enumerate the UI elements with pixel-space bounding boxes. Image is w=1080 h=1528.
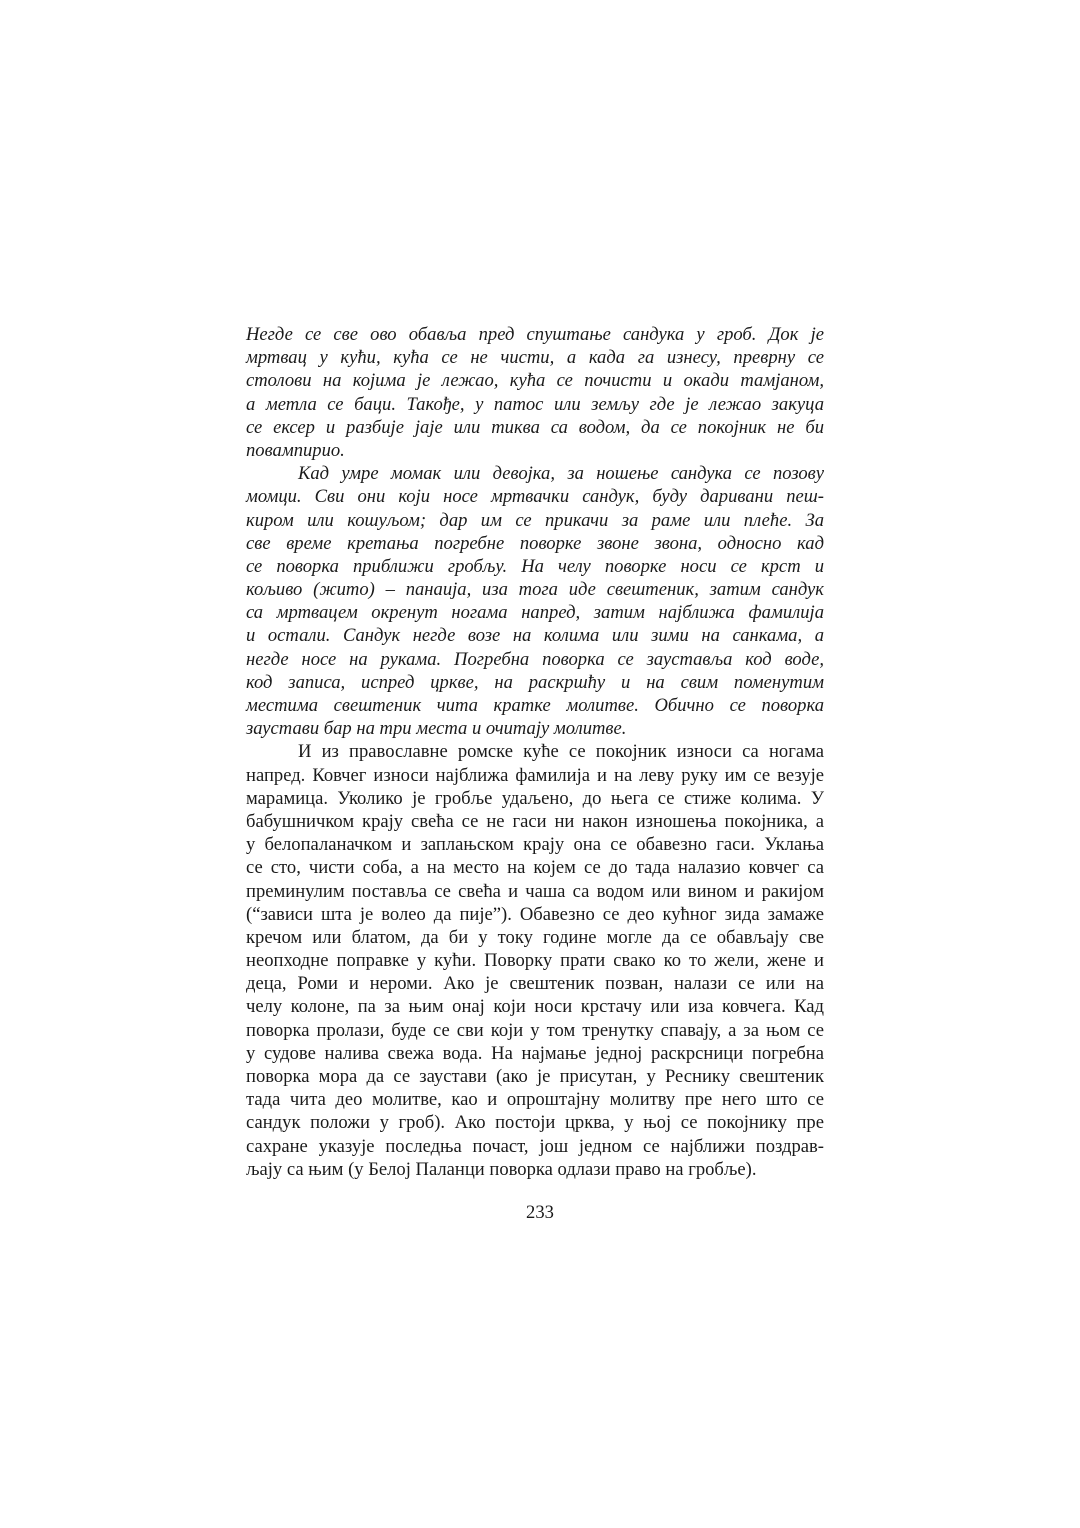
text-line: и остали. Сандук негде возе на колима или зими на санкама, а: [246, 625, 824, 647]
text-line: негде носе на рукама. Погребна поворка се зауставља код воде,: [246, 648, 824, 670]
text-line: неопходне поправке у кући. Поворку прати свако ко то жели, жене и: [246, 950, 824, 972]
text-line: деца, Роми и нероми. Ако је свештеник позван, налази се или на: [246, 973, 824, 995]
text-line: бабушничком крају свећа се не гаси ни након изношења покојника, а: [246, 810, 824, 832]
text-line: момци. Сви они који носе мртвачки сандук, буду даривани пеш-: [246, 486, 824, 508]
text-line: И из православне ромске куће се покојник износи са ногама: [298, 741, 824, 763]
text-line: поворка мора да се заустави (ако је присутан, у Реснику свештеник: [246, 1066, 824, 1087]
body-text: [246, 323, 824, 1181]
text-line: повампирио.: [246, 439, 345, 461]
text-line: марамица. Уколико је гробље удаљено, до њега се стиже колима. У: [246, 787, 824, 809]
text-line: (“зависи шта је волео да пије”). Обавезно се део кућног зида замаже: [246, 903, 824, 925]
text-line: преминулим поставља се свећа и чаша са водом или вином и ракијом: [246, 880, 824, 902]
text-line: се ексер и разбије јаје или тиква са водом, да се покојник не би: [246, 416, 824, 438]
text-line: љају са њим (у Белој Паланци поворка одлази право на гробље).: [246, 1158, 757, 1180]
text-line: се сто, чисти соба, а на место на којем се до тада налазио ковчег са: [246, 857, 824, 879]
text-line: заустави бар на три места и очитају молитве.: [246, 718, 627, 740]
text-line: сандук положи у гроб). Ако постоји црква, у њој се покојнику пре: [246, 1112, 824, 1134]
paragraph: [246, 323, 824, 462]
text-line: а метла се баци. Такође, у патос или земљу где је лежао закуца: [246, 393, 824, 415]
text-line: са мртвацем окренут ногама напред, затим најближа фамилија: [246, 602, 824, 624]
paragraph: [246, 740, 824, 1181]
text-line: кречом или блатом, да би у току године могле да се обављају све: [246, 926, 824, 948]
text-line: све време кретања погребне поворке звоне звона, односно кад: [246, 532, 824, 554]
text-line: поворка пролази, буде се сви који у том тренутку спавају, а за њом се: [246, 1019, 824, 1041]
text-line: кољиво (жито) – панаија, иза тога иде свештеник, затим сандук: [246, 579, 824, 601]
text-line: напред. Ковчег износи најближа фамилија и на леву руку им се везује: [246, 764, 824, 786]
text-line: сахране указује последња почаст, још једном се најближи поздрав-: [246, 1135, 824, 1157]
paragraph: [246, 462, 824, 740]
text-line: киром или кошуљом; дар им се прикачи за раме или плеће. За: [246, 509, 824, 531]
text-line: у судове налива свежа вода. На најмање једној раскрсници погребна: [246, 1042, 824, 1064]
page-number: 233: [526, 1202, 554, 1223]
text-line: тада чита део молитве, као и опроштајну молитву пре него што се: [246, 1089, 824, 1111]
text-line: местима свештеник чита кратке молитве. Обично се поворка: [246, 695, 824, 716]
text-line: челу колоне, па за њим онај који носи крстачу или иза ковчега. Кад: [246, 996, 824, 1018]
text-line: у белопаланачком и заплањском крају она се обавезно гаси. Уклања: [246, 834, 824, 856]
text-line: Негде се све ово обавља пред спуштање сандука у гроб. Док је: [246, 324, 824, 345]
text-line: код записа, испред цркве, на раскршћу и на свим поменутим: [246, 671, 824, 693]
text-line: Кад умре момак или девојка, за ношење сандука се позову: [298, 463, 824, 485]
text-line: мртвац у кући, кућа се не чисти, а када га изнесу, преврну се: [246, 347, 824, 369]
text-line: се поворка приближи гробљу. На челу поворке носи се крст и: [246, 555, 824, 577]
text-line: столови на којима је лежао, кућа се почисти и окади тамјаном,: [246, 370, 824, 392]
